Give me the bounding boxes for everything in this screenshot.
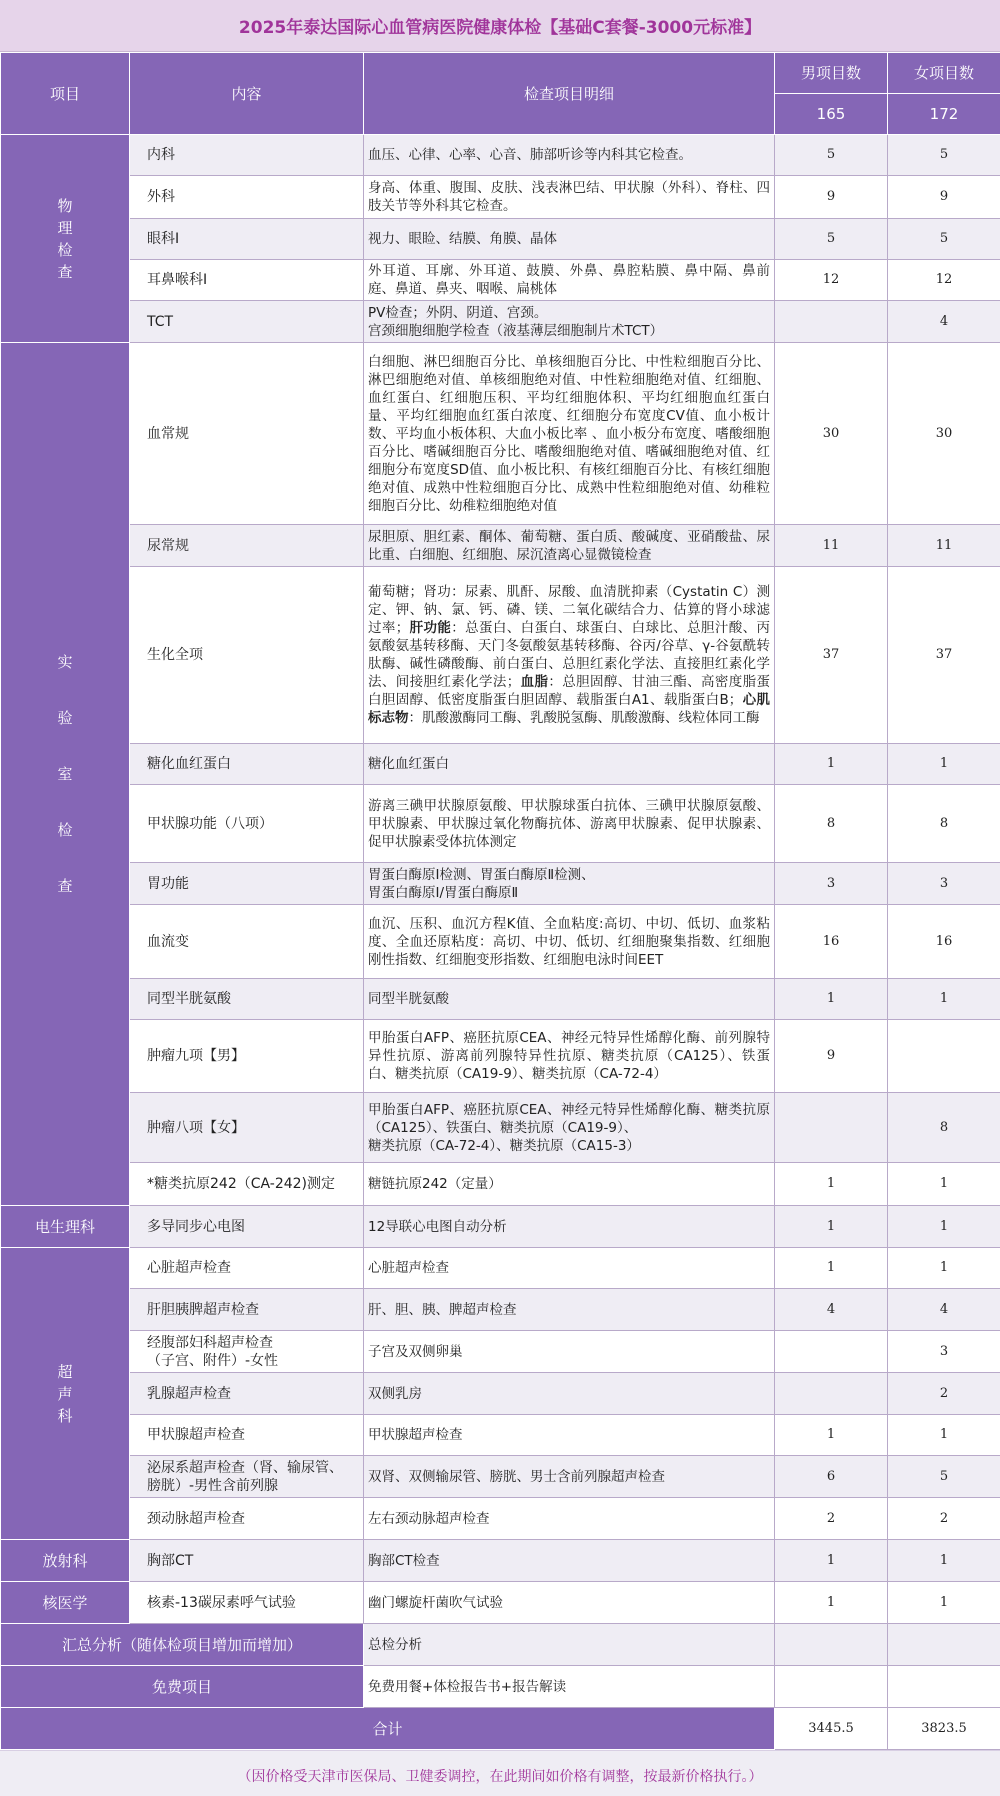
female-count: 9 [888, 176, 1000, 219]
male-total-price: 3445.5 [775, 1708, 888, 1750]
item-detail: 总检分析 [364, 1624, 775, 1666]
item-name: 胸部CT [130, 1540, 364, 1582]
table-row [1, 1582, 1000, 1624]
female-count: 4 [888, 1289, 1000, 1331]
female-total-price: 3823.5 [888, 1708, 1000, 1750]
item-name: 肝胆胰脾超声检查 [130, 1289, 364, 1331]
price-adjustment-note: （因价格受天津市医保局、卫健委调控，在此期间如价格有调整，按最新价格执行。） [0, 1750, 1000, 1796]
female-count: 8 [888, 785, 1000, 863]
item-name: 颈动脉超声检查 [130, 1498, 364, 1540]
male-count: 1 [775, 1582, 888, 1624]
table-row [1, 1373, 1000, 1415]
item-detail: 白细胞、淋巴细胞百分比、单核细胞百分比、中性粒细胞百分比、淋巴细胞绝对值、单核细胞绝对值、中性粒细胞绝对值、红细胞、血红蛋白、红细胞压积、平均红细胞体积、平均红细胞血红蛋白量、平均红细胞血红蛋白浓度、红细胞分布宽度CV值、血小板计数、平均血小板体积、大血小板比率 、血小板分布宽度、嗜酸细胞百分比、嗜碱细胞百分比、嗜酸细胞绝对值、嗜碱细胞绝对值、红细胞分布宽度SD值、血小板比积、有核红细胞百分比、有核红细胞绝对值、成熟中性粒细胞百分比、成熟中性粒细胞绝对值、幼稚粒细胞百分比、幼稚粒细胞绝对值 [364, 343, 775, 525]
item-detail: 甲胎蛋白AFP、癌胚抗原CEA、神经元特异性烯醇化酶、糖类抗原（CA125）、铁蛋白、糖类抗原（CA19-9）、 糖类抗原（CA-72-4）、糖类抗原（CA15-3） [364, 1093, 775, 1163]
item-detail: 左右颈动脉超声检查 [364, 1498, 775, 1540]
male-total-count: 165 [775, 94, 888, 135]
female-count: 30 [888, 343, 1000, 525]
female-count: 2 [888, 1498, 1000, 1540]
item-detail: 葡萄糖；肾功：尿素、肌酐、尿酸、血清胱抑素（Cystatin C）测定、钾、钠、氯、钙、磷、镁、二氧化碳结合力、估算的肾小球滤过率；肝功能：总蛋白、白蛋白、球蛋白、白球比、总胆汁酸、丙氨酸氨基转移酶、天门冬氨酸氨基转移酶、谷丙/谷草、γ-谷氨酰转肽酶、碱性磷酸酶、前白蛋白、总胆红素化学法、直接胆红素化学法、间接胆红素化学法；血脂：总胆固醇、甘油三酯、高密度脂蛋白胆固醇、低密度脂蛋白胆固醇、载脂蛋白A1、载脂蛋白B；心肌标志物：肌酸激酶同工酶、乳酸脱氢酶、肌酸激酶、线粒体同工酶 [364, 567, 775, 744]
header-item: 项目 [1, 53, 130, 135]
male-count [775, 1624, 888, 1666]
female-count: 2 [888, 1373, 1000, 1415]
category-radiology: 放射科 [1, 1540, 130, 1582]
table-row [1, 135, 1000, 176]
male-count: 1 [775, 744, 888, 785]
table-row [1, 1289, 1000, 1331]
table-row [1, 1206, 1000, 1248]
table-row [1, 1624, 1000, 1666]
item-detail: 游离三碘甲状腺原氨酸、甲状腺球蛋白抗体、三碘甲状腺原氨酸、甲状腺素、甲状腺过氧化物酶抗体、游离甲状腺素、促甲状腺素、促甲状腺素受体抗体测定 [364, 785, 775, 863]
male-count [775, 1666, 888, 1708]
female-count: 1 [888, 1206, 1000, 1248]
female-count: 1 [888, 979, 1000, 1020]
header-content: 内容 [130, 53, 364, 135]
item-detail: 双肾、双侧输尿管、膀胱、男士含前列腺超声检查 [364, 1456, 775, 1498]
male-count [775, 1093, 888, 1163]
male-count: 37 [775, 567, 888, 744]
item-name: 血常规 [130, 343, 364, 525]
female-count: 37 [888, 567, 1000, 744]
table-row [1, 1163, 1000, 1206]
male-count [775, 1331, 888, 1373]
female-count: 1 [888, 1248, 1000, 1289]
item-detail: 甲状腺超声检查 [364, 1415, 775, 1456]
item-name: 内科 [130, 135, 364, 176]
item-detail: 尿胆原、胆红素、酮体、葡萄糖、蛋白质、酸碱度、亚硝酸盐、尿比重、白细胞、红细胞、尿沉渣离心显微镜检查 [364, 525, 775, 567]
item-name: 多导同步心电图 [130, 1206, 364, 1248]
female-count: 8 [888, 1093, 1000, 1163]
male-count: 6 [775, 1456, 888, 1498]
female-count: 5 [888, 135, 1000, 176]
category-ultrasound: 超 声 科 [1, 1248, 130, 1540]
table-row [1, 260, 1000, 301]
item-detail: 血沉、压积、血沉方程K值、全血粘度:高切、中切、低切、血浆粘度、全血还原粘度：高切、中切、低切、红细胞聚集指数、红细胞刚性指数、红细胞变形指数、红细胞电泳时间EET [364, 905, 775, 979]
item-detail: 血压、心律、心率、心音、肺部听诊等内科其它检查。 [364, 135, 775, 176]
item-name: 乳腺超声检查 [130, 1373, 364, 1415]
category-ecg: 电生理科 [1, 1206, 130, 1248]
table-row [1, 1331, 1000, 1373]
category-physical-exam: 物 理 检 查 [1, 135, 130, 343]
item-detail: 肝、胆、胰、脾超声检查 [364, 1289, 775, 1331]
female-count: 3 [888, 863, 1000, 905]
item-detail: 甲胎蛋白AFP、癌胚抗原CEA、神经元特异性烯醇化酶、前列腺特异性抗原、游离前列腺特异性抗原、糖类抗原（CA125）、铁蛋白、糖类抗原（CA19-9）、糖类抗原（CA-72-4） [364, 1020, 775, 1093]
category-free-items: 免费项目 [1, 1666, 364, 1708]
item-name: 耳鼻喉科I [130, 260, 364, 301]
female-count: 3 [888, 1331, 1000, 1373]
male-count: 1 [775, 1415, 888, 1456]
item-detail: 免费用餐+体检报告书+报告解读 [364, 1666, 775, 1708]
male-count: 16 [775, 905, 888, 979]
item-detail: 外耳道、耳廓、外耳道、鼓膜、外鼻、鼻腔粘膜、鼻中隔、鼻前庭、鼻道、鼻夹、咽喉、扁桃体 [364, 260, 775, 301]
item-name: 眼科I [130, 219, 364, 260]
item-name: 生化全项 [130, 567, 364, 744]
female-total-count: 172 [888, 94, 1000, 135]
item-detail: 身高、体重、腹围、皮肤、浅表淋巴结、甲状腺（外科）、脊柱、四肢关节等外科其它检查。 [364, 176, 775, 219]
table-row [1, 1248, 1000, 1289]
item-name: 甲状腺超声检查 [130, 1415, 364, 1456]
female-count: 1 [888, 744, 1000, 785]
item-name: TCT [130, 301, 364, 343]
checkup-table [0, 52, 1000, 1750]
item-detail: 12导联心电图自动分析 [364, 1206, 775, 1248]
item-name: 心脏超声检查 [130, 1248, 364, 1289]
table-header-row [1, 53, 1000, 94]
item-detail: 同型半胱氨酸 [364, 979, 775, 1020]
male-count [775, 301, 888, 343]
item-name: 尿常规 [130, 525, 364, 567]
item-name: 肿瘤九项【男】 [130, 1020, 364, 1093]
total-row [1, 1708, 1000, 1750]
item-detail: 视力、眼睑、结膜、角膜、晶体 [364, 219, 775, 260]
item-detail: 心脏超声检查 [364, 1248, 775, 1289]
table-row [1, 525, 1000, 567]
female-count: 1 [888, 1415, 1000, 1456]
male-count: 5 [775, 219, 888, 260]
table-row [1, 343, 1000, 525]
male-count: 1 [775, 1163, 888, 1206]
male-count: 11 [775, 525, 888, 567]
header-female-count: 女项目数 [888, 53, 1000, 94]
male-count: 9 [775, 1020, 888, 1093]
item-name: 经腹部妇科超声检查 （子宫、附件）-女性 [130, 1331, 364, 1373]
table-row [1, 301, 1000, 343]
table-row [1, 1020, 1000, 1093]
male-count: 12 [775, 260, 888, 301]
item-detail: 子宫及双侧卵巢 [364, 1331, 775, 1373]
item-name: 同型半胱氨酸 [130, 979, 364, 1020]
item-name: 糖化血红蛋白 [130, 744, 364, 785]
male-count: 1 [775, 1540, 888, 1582]
female-count: 12 [888, 260, 1000, 301]
female-count [888, 1624, 1000, 1666]
header-detail: 检查项目明细 [364, 53, 775, 135]
table-row [1, 863, 1000, 905]
table-row [1, 1456, 1000, 1498]
item-detail: 双侧乳房 [364, 1373, 775, 1415]
item-detail: 糖链抗原242（定量） [364, 1163, 775, 1206]
category-lab-exam: 实 验 室 检 查 [1, 343, 130, 1206]
female-count: 16 [888, 905, 1000, 979]
female-count: 1 [888, 1540, 1000, 1582]
male-count: 30 [775, 343, 888, 525]
table-row [1, 1093, 1000, 1163]
table-row [1, 1415, 1000, 1456]
male-count: 8 [775, 785, 888, 863]
male-count: 1 [775, 1248, 888, 1289]
table-row [1, 979, 1000, 1020]
female-count: 5 [888, 1456, 1000, 1498]
header-male-count: 男项目数 [775, 53, 888, 94]
table-row [1, 785, 1000, 863]
item-name: 泌尿系超声检查（肾、输尿管、 膀胱）-男性含前列腺 [130, 1456, 364, 1498]
male-count: 1 [775, 979, 888, 1020]
item-detail: PV检查；外阴、阴道、宫颈。 宫颈细胞细胞学检查（液基薄层细胞制片术TCT） [364, 301, 775, 343]
category-nuclear-medicine: 核医学 [1, 1582, 130, 1624]
male-count: 4 [775, 1289, 888, 1331]
male-count: 5 [775, 135, 888, 176]
table-row [1, 176, 1000, 219]
item-name: 甲状腺功能（八项） [130, 785, 364, 863]
item-name: *糖类抗原242（CA-242)测定 [130, 1163, 364, 1206]
total-label: 合计 [1, 1708, 775, 1750]
female-count [888, 1666, 1000, 1708]
male-count: 2 [775, 1498, 888, 1540]
female-count: 1 [888, 1163, 1000, 1206]
item-name: 胃功能 [130, 863, 364, 905]
category-summary-analysis: 汇总分析（随体检项目增加而增加） [1, 1624, 364, 1666]
female-count: 4 [888, 301, 1000, 343]
item-detail: 糖化血红蛋白 [364, 744, 775, 785]
male-count: 3 [775, 863, 888, 905]
female-count: 5 [888, 219, 1000, 260]
table-row [1, 1540, 1000, 1582]
page-title: 2025年泰达国际心血管病医院健康体检【基础C套餐-3000元标准】 [0, 0, 1000, 52]
female-count: 1 [888, 1582, 1000, 1624]
male-count: 1 [775, 1206, 888, 1248]
item-detail: 胃蛋白酶原Ⅰ检测、胃蛋白酶原Ⅱ检测、 胃蛋白酶原Ⅰ/胃蛋白酶原Ⅱ [364, 863, 775, 905]
item-name: 核素-13碳尿素呼气试验 [130, 1582, 364, 1624]
female-count [888, 1020, 1000, 1093]
table-row [1, 1666, 1000, 1708]
item-name: 肿瘤八项【女】 [130, 1093, 364, 1163]
item-name: 外科 [130, 176, 364, 219]
table-row [1, 905, 1000, 979]
item-name: 血流变 [130, 905, 364, 979]
table-row [1, 219, 1000, 260]
item-detail: 幽门螺旋杆菌吹气试验 [364, 1582, 775, 1624]
table-row [1, 567, 1000, 744]
table-row [1, 744, 1000, 785]
male-count [775, 1373, 888, 1415]
female-count: 11 [888, 525, 1000, 567]
table-row [1, 1498, 1000, 1540]
item-detail: 胸部CT检查 [364, 1540, 775, 1582]
male-count: 9 [775, 176, 888, 219]
